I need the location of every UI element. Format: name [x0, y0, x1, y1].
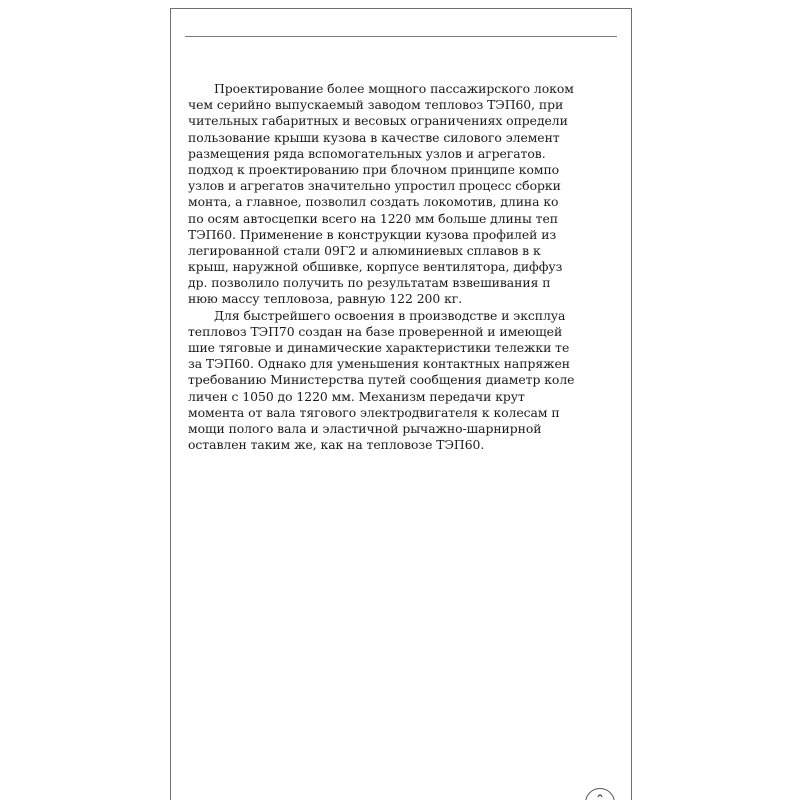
chevron-up-icon: ⌃	[594, 792, 606, 800]
text-line: личен с 1050 до 1220 мм. Механизм передачи крут	[188, 388, 525, 404]
text-line: размещения ряда вспомогательных узлов и агрегатов.	[188, 145, 546, 161]
text-line: ТЭП60. Применение в конструкции кузова профилей из	[188, 226, 557, 242]
text-line: мощи полого вала и эластичной рычажно-шарнирной	[188, 420, 542, 436]
text-line: пользование крыши кузова в качестве силового элемент	[188, 129, 560, 145]
text-line: подход к проектированию при блочном принципе компо	[188, 161, 560, 177]
text-line: легированной стали 09Г2 и алюминиевых сплавов в к	[188, 242, 541, 258]
text-line: нюю массу тепловоза, равную 122 200 кг.	[188, 291, 463, 307]
text-line: чем серийно выпускаемый заводом тепловоз ТЭП60, при	[188, 97, 564, 113]
text-line: оставлен таким же, как на тепловозе ТЭП60.	[188, 437, 485, 453]
text-line: др. позволило получить по результатам взвешивания п	[188, 275, 551, 291]
text-line: монта, а главное, позволил создать локомотив, длина ко	[188, 194, 559, 210]
text-line: узлов и агрегатов значительно упростил процесс сборки	[188, 178, 561, 194]
text-line: за ТЭП60. Однако для уменьшения контактных напряжен	[188, 356, 570, 372]
text-line: момента от вала тягового электродвигателя к колесам п	[188, 404, 560, 420]
text-line: по осям автосцепки всего на 1220 мм больше длины теп	[188, 210, 558, 226]
text-line: чительных габаритных и весовых ограничениях определи	[188, 113, 568, 129]
document-page	[170, 8, 632, 800]
header-rule	[185, 36, 617, 37]
text-line: тепловоз ТЭП70 создан на базе проверенной и имеющей	[188, 323, 563, 339]
text-line: Для быстрейшего освоения в производстве и эксплуа	[214, 307, 566, 323]
body-text	[188, 81, 632, 453]
text-line: требованию Министерства путей сообщения диаметр коле	[188, 372, 575, 388]
text-line: шие тяговые и динамические характеристики тележки те	[188, 340, 570, 355]
text-line: Проектирование более мощного пассажирского локом	[214, 81, 574, 96]
text-line: крыш, наружной обшивке, корпусе вентилятора, диффуз	[188, 259, 563, 275]
